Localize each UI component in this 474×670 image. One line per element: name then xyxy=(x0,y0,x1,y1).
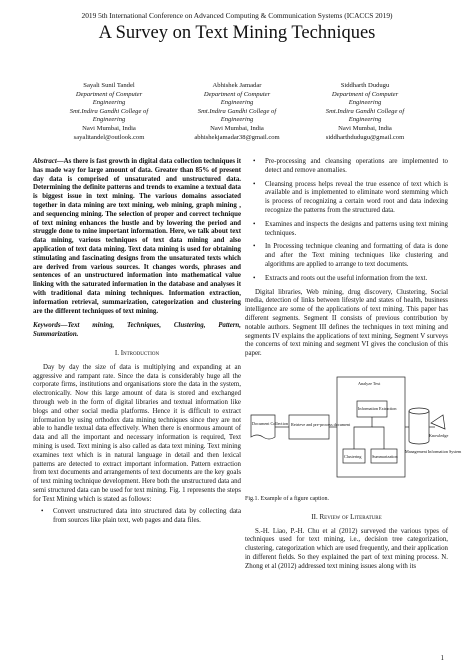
author-college: Smt.Indira Gandhi College of xyxy=(325,107,405,115)
arrow xyxy=(354,417,372,449)
author-name: Sayali Sunil Tandel xyxy=(83,82,135,89)
steps-bullet-list xyxy=(245,158,448,284)
author-dept-line2: Engineering xyxy=(220,99,254,107)
author-college-line2: Engineering xyxy=(92,116,126,124)
abstract xyxy=(33,158,241,316)
list-item: • Pre-processing and cleansing operations are implemented to detect and remove anomalies. xyxy=(265,158,448,176)
author-dept: Department of Computer xyxy=(203,90,271,98)
text-mining-diagram xyxy=(245,367,462,489)
abstract-text: As there is fast growth in digital data collection techniques it has made way for large amount of data. Greater than 85% of present day data is comprised of unsaturated and unstructured data. Determining the definite patterns and trends to examine a textual data is biggest issue in text mining. The various domains associated together in data mining are text mining, web mining, graph mining , and sequencing mining. The selection of proper and correct technique of text mining enhances the hustle and by lowering the period and struggle done to mine important information. Here, we talk about text data mining, various techniques of text data mining and also application of text data mining. Text data mining is used for obtaining stimulating and fascinating designs from the unsaturated texts which are derived from various sources. It changes words, phrases and sentences of an unstructured information into mathematical value linking with the saturated information in the database and analyses it with traditional data mining techniques. Information extraction, information retrieval, summarization, categorization and clustering are the different techniques of text mining. xyxy=(33,158,242,315)
list-item: • Extracts and roots out the useful information from the text. xyxy=(265,275,448,284)
figure-caption: Fig.1. Example of a figure caption. xyxy=(245,495,329,502)
author-dept: Department of Computer xyxy=(75,90,143,98)
management-cylinder xyxy=(409,411,429,444)
label-knowledge: Knowledge xyxy=(429,432,449,438)
section-heading-review: II. Review of Literature xyxy=(311,512,382,521)
paper-title: A Survey on Text Mining Techniques xyxy=(98,23,376,43)
author-email[interactable]: siddharthdudugu@gmail.com xyxy=(325,133,405,141)
author-block-3 xyxy=(290,82,440,142)
author-college-line2: Engineering xyxy=(220,116,254,124)
author-city: Navi Mumbai, India xyxy=(82,124,136,132)
label-management: Management Information System xyxy=(405,448,462,454)
label-clustering: Clustering xyxy=(344,453,362,459)
abstract-lead: Abstract— xyxy=(33,158,64,165)
page-number: 1 xyxy=(440,654,444,662)
label-info-extraction: Information Extraction xyxy=(358,405,397,411)
label-retrieve: Retrieve and pre-process document xyxy=(291,421,351,427)
applications-paragraph: Digital libraries, Web mining, drug discovery, Clustering, Social media, detection of links between lifestyle and states of health, business intelligence are some of the applications of text mining. This paper has different segments. Segment II consists of previous contribution by notable authors. Segment III defines the techniques in text mining and segments IV explains the applications of text mining, Segment V surveys the concerns of text mining and segment VI gives the conclusion of this paper. xyxy=(245,288,448,358)
arrow xyxy=(372,427,384,449)
author-email[interactable]: sayalitandel@outlook.com xyxy=(73,133,145,141)
intro-bullet-list xyxy=(33,508,241,526)
retrieve-box xyxy=(289,415,329,439)
list-item: • Convert unstructured data into structured data by collecting data from sources like plain text, web pages and data files. xyxy=(53,508,241,526)
author-name: Siddharth Dudugu xyxy=(340,82,390,89)
author-city: Navi Mumbai, India xyxy=(210,124,264,132)
label-summarization: Summarization xyxy=(372,453,398,459)
figure-text-mining-steps xyxy=(245,367,462,489)
author-college: Smt.Indira Gandhi College of xyxy=(197,107,277,115)
left-column xyxy=(33,158,241,531)
right-column xyxy=(245,158,462,572)
review-paragraph: S.-H. Liao, P.-H. Chu et al (2012) surveyed the various types of techniques used for text mining, i.e., decision tree categorization, clustering, categorization which are used frequently, and their application in different fields. So they explained the part of text mining process. N. Zhong et al (2012) addressed text mining issues along with its xyxy=(245,527,448,570)
author-college-line2: Engineering xyxy=(348,116,382,124)
author-city: Navi Mumbai, India xyxy=(338,124,392,132)
author-name: Abhishek Jamadar xyxy=(212,82,262,89)
label-analyze-text: Analyze Text xyxy=(358,380,381,386)
conference-header: 2019 5th International Conference on Advanced Computing & Communication Systems (ICACCS 2019) xyxy=(81,11,393,20)
keywords-lead: Keywords— xyxy=(33,322,68,330)
list-item: • Cleansing process helps reveal the true essence of text which is available and is implemented to eliminate word stemming which is process of recognizing a certain word root and data indexing recognize the patterns from the structured data. xyxy=(265,181,448,216)
author-college: Smt.Indira Gandhi College of xyxy=(69,107,149,115)
author-dept-line2: Engineering xyxy=(92,99,126,107)
list-item: • Examines and inspects the designs and patterns using text mining techniques. xyxy=(265,221,448,239)
list-item: • In Processing technique cleaning and formatting of data is done and after the Text mining techniques like clustering and algorithms are applied to arrange to text documents. xyxy=(265,243,448,269)
author-email[interactable]: abhishekjamadar38@gmail.com xyxy=(194,133,280,141)
intro-paragraph: Day by day the size of data is multiplying and expanding at an aggressive and rampant rate. Since the data is considerably huge all the corporate firms, institutions and organisations store the data in the system, electronically. Now this large amount of data is stored and exchanged through web in the form of digital libraries and textual information like blogs and other social media platforms. Hence it is difficult to extract information by using orthodox data mining techniques since they are not able to handle textual data effectively. When there is enormous amount of data and all the important and necessary information is required, Text mining is used. Text mining is also called as data text mining. Text mining examines text which is in natural language in detail and then lexical patterns are detected to extract important information. Pattern extraction from text documents and arrangements of text documents are the key goals of text mining technique development. Here both the unstructured data and semi structured data can be used for text mining. Fig. 1 represents the steps for Text Mining which is stated as follows: xyxy=(33,363,241,503)
keywords-text: Text mining, Techniques, Clustering, Pattern, Summarization. xyxy=(33,322,241,339)
section-heading-introduction: I. Introduction xyxy=(114,348,160,357)
document-collection-shape xyxy=(251,415,275,439)
author-dept: Department of Computer xyxy=(331,90,399,98)
author-dept-line2: Engineering xyxy=(348,99,382,107)
keywords xyxy=(33,322,241,340)
label-document-collection: Document Collection xyxy=(252,420,288,426)
